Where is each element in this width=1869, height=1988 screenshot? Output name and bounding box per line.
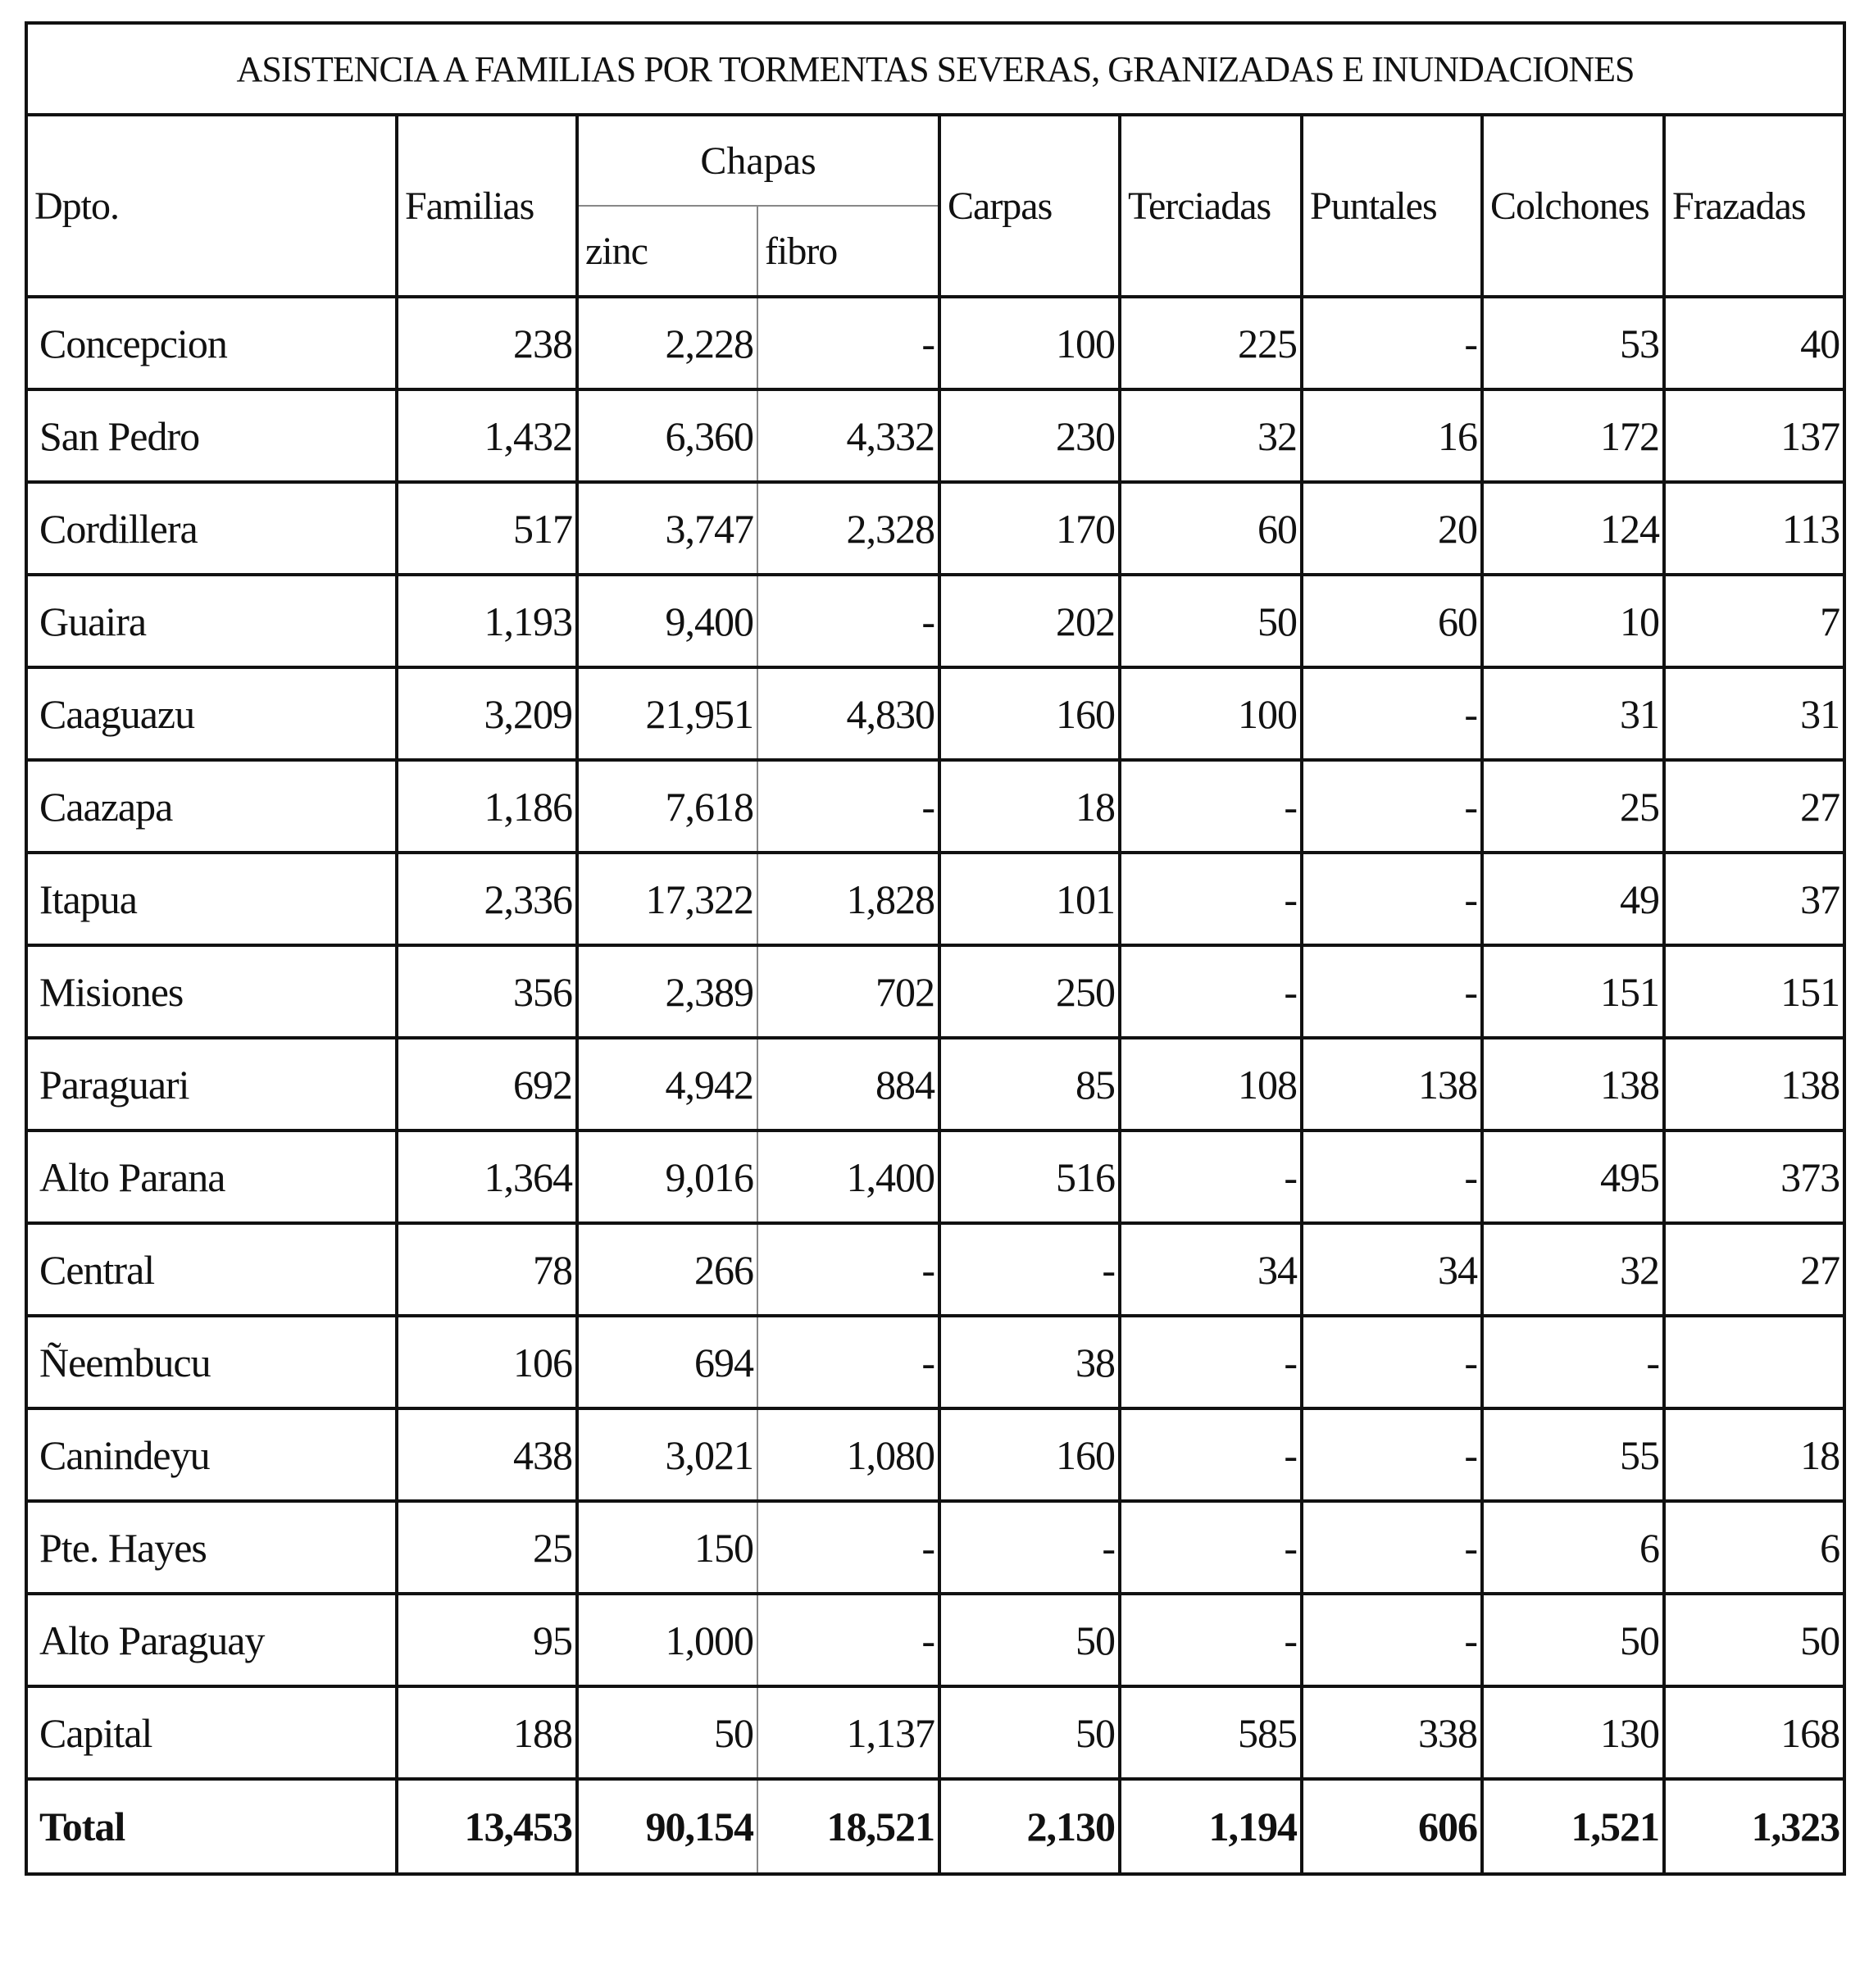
cell-puntales: 20 <box>1302 482 1482 575</box>
cell-carpas: 38 <box>939 1316 1120 1408</box>
cell-terciadas: 34 <box>1120 1223 1302 1316</box>
cell-dpto: Cordillera <box>26 482 397 575</box>
cell-zinc: 2,228 <box>577 297 757 389</box>
cell-fibro: 1,400 <box>757 1130 939 1223</box>
cell-puntales: - <box>1302 1501 1482 1594</box>
cell-terciadas: - <box>1120 1130 1302 1223</box>
cell-colchones: 32 <box>1482 1223 1664 1316</box>
table-row <box>26 297 1844 389</box>
cell-dpto: Guaira <box>26 575 397 667</box>
cell-colchones: 172 <box>1482 389 1664 482</box>
table-row <box>26 1038 1844 1130</box>
cell-familias: 188 <box>397 1686 577 1779</box>
cell-zinc: 50 <box>577 1686 757 1779</box>
cell-zinc: 9,016 <box>577 1130 757 1223</box>
cell-zinc: 4,942 <box>577 1038 757 1130</box>
cell-colchones: 1,521 <box>1482 1779 1664 1874</box>
cell-zinc: 3,747 <box>577 482 757 575</box>
cell-puntales: - <box>1302 1130 1482 1223</box>
header-chapas: Chapas <box>577 115 939 206</box>
cell-terciadas: - <box>1120 1501 1302 1594</box>
cell-frazadas: 31 <box>1664 667 1844 760</box>
cell-fibro: 884 <box>757 1038 939 1130</box>
cell-terciadas: 50 <box>1120 575 1302 667</box>
cell-fibro: 2,328 <box>757 482 939 575</box>
cell-fibro: - <box>757 1316 939 1408</box>
cell-familias: 692 <box>397 1038 577 1130</box>
cell-familias: 1,186 <box>397 760 577 853</box>
cell-dpto: Misiones <box>26 945 397 1038</box>
table-row <box>26 482 1844 575</box>
cell-dpto: Total <box>26 1779 397 1874</box>
cell-frazadas: 1,323 <box>1664 1779 1844 1874</box>
cell-carpas: 250 <box>939 945 1120 1038</box>
cell-puntales: - <box>1302 1594 1482 1686</box>
cell-colchones: 53 <box>1482 297 1664 389</box>
cell-fibro: 1,080 <box>757 1408 939 1501</box>
cell-zinc: 150 <box>577 1501 757 1594</box>
cell-carpas: - <box>939 1223 1120 1316</box>
table-row <box>26 667 1844 760</box>
cell-fibro: 4,332 <box>757 389 939 482</box>
cell-dpto: Itapua <box>26 853 397 945</box>
cell-dpto: Alto Parana <box>26 1130 397 1223</box>
cell-dpto: San Pedro <box>26 389 397 482</box>
cell-puntales: - <box>1302 667 1482 760</box>
cell-terciadas: - <box>1120 1408 1302 1501</box>
cell-puntales: 606 <box>1302 1779 1482 1874</box>
cell-dpto: Caaguazu <box>26 667 397 760</box>
cell-dpto: Alto Paraguay <box>26 1594 397 1686</box>
cell-carpas: 101 <box>939 853 1120 945</box>
table-title: ASISTENCIA A FAMILIAS POR TORMENTAS SEVERAS, GRANIZADAS E INUNDACIONES <box>26 23 1844 115</box>
cell-carpas: 2,130 <box>939 1779 1120 1874</box>
cell-familias: 3,209 <box>397 667 577 760</box>
header-carpas: Carpas <box>939 115 1120 297</box>
table-row <box>26 945 1844 1038</box>
table-row <box>26 1130 1844 1223</box>
cell-fibro: - <box>757 1594 939 1686</box>
cell-puntales: - <box>1302 1316 1482 1408</box>
header-puntales: Puntales <box>1302 115 1482 297</box>
cell-zinc: 694 <box>577 1316 757 1408</box>
cell-fibro: - <box>757 575 939 667</box>
table-row <box>26 575 1844 667</box>
cell-frazadas: 151 <box>1664 945 1844 1038</box>
cell-fibro: 1,828 <box>757 853 939 945</box>
assistance-table <box>25 21 1846 1876</box>
table-row <box>26 1316 1844 1408</box>
cell-carpas: - <box>939 1501 1120 1594</box>
cell-terciadas: 225 <box>1120 297 1302 389</box>
cell-zinc: 17,322 <box>577 853 757 945</box>
table-row <box>26 1408 1844 1501</box>
cell-zinc: 3,021 <box>577 1408 757 1501</box>
cell-frazadas: 37 <box>1664 853 1844 945</box>
cell-familias: 238 <box>397 297 577 389</box>
cell-fibro: 18,521 <box>757 1779 939 1874</box>
cell-carpas: 50 <box>939 1686 1120 1779</box>
cell-zinc: 21,951 <box>577 667 757 760</box>
table-body <box>26 297 1844 1874</box>
cell-carpas: 18 <box>939 760 1120 853</box>
cell-frazadas: 40 <box>1664 297 1844 389</box>
cell-fibro: - <box>757 1501 939 1594</box>
cell-carpas: 202 <box>939 575 1120 667</box>
cell-frazadas <box>1664 1316 1844 1408</box>
cell-familias: 1,432 <box>397 389 577 482</box>
cell-familias: 78 <box>397 1223 577 1316</box>
header-dpto: Dpto. <box>26 115 397 297</box>
cell-dpto: Pte. Hayes <box>26 1501 397 1594</box>
table-row <box>26 1686 1844 1779</box>
cell-colchones: 50 <box>1482 1594 1664 1686</box>
table-row <box>26 853 1844 945</box>
cell-dpto: Central <box>26 1223 397 1316</box>
table-row <box>26 1594 1844 1686</box>
cell-colchones: 151 <box>1482 945 1664 1038</box>
cell-dpto: Ñeembucu <box>26 1316 397 1408</box>
cell-dpto: Canindeyu <box>26 1408 397 1501</box>
table-row <box>26 760 1844 853</box>
cell-fibro: 1,137 <box>757 1686 939 1779</box>
header-frazadas: Frazadas <box>1664 115 1844 297</box>
cell-frazadas: 373 <box>1664 1130 1844 1223</box>
table-row <box>26 389 1844 482</box>
cell-zinc: 6,360 <box>577 389 757 482</box>
cell-frazadas: 113 <box>1664 482 1844 575</box>
cell-carpas: 160 <box>939 1408 1120 1501</box>
cell-frazadas: 7 <box>1664 575 1844 667</box>
cell-colchones: 49 <box>1482 853 1664 945</box>
cell-terciadas: 108 <box>1120 1038 1302 1130</box>
cell-terciadas: - <box>1120 945 1302 1038</box>
cell-puntales: - <box>1302 760 1482 853</box>
cell-puntales: - <box>1302 297 1482 389</box>
cell-terciadas: 1,194 <box>1120 1779 1302 1874</box>
cell-colchones: 10 <box>1482 575 1664 667</box>
cell-dpto: Concepcion <box>26 297 397 389</box>
cell-frazadas: 138 <box>1664 1038 1844 1130</box>
cell-dpto: Paraguari <box>26 1038 397 1130</box>
cell-frazadas: 27 <box>1664 1223 1844 1316</box>
header-zinc: zinc <box>577 206 757 297</box>
cell-puntales: - <box>1302 945 1482 1038</box>
cell-zinc: 9,400 <box>577 575 757 667</box>
cell-puntales: - <box>1302 853 1482 945</box>
total-row <box>26 1779 1844 1874</box>
cell-fibro: 4,830 <box>757 667 939 760</box>
cell-familias: 356 <box>397 945 577 1038</box>
cell-dpto: Capital <box>26 1686 397 1779</box>
cell-puntales: 16 <box>1302 389 1482 482</box>
cell-frazadas: 137 <box>1664 389 1844 482</box>
header-terciadas: Terciadas <box>1120 115 1302 297</box>
cell-colchones: 31 <box>1482 667 1664 760</box>
cell-frazadas: 168 <box>1664 1686 1844 1779</box>
cell-colchones: 130 <box>1482 1686 1664 1779</box>
cell-carpas: 170 <box>939 482 1120 575</box>
cell-zinc: 266 <box>577 1223 757 1316</box>
cell-puntales: - <box>1302 1408 1482 1501</box>
cell-carpas: 516 <box>939 1130 1120 1223</box>
cell-fibro: - <box>757 1223 939 1316</box>
cell-terciadas: 100 <box>1120 667 1302 760</box>
header-familias: Familias <box>397 115 577 297</box>
cell-puntales: 60 <box>1302 575 1482 667</box>
cell-colchones: 25 <box>1482 760 1664 853</box>
cell-terciadas: 585 <box>1120 1686 1302 1779</box>
cell-colchones: 495 <box>1482 1130 1664 1223</box>
cell-colchones: 55 <box>1482 1408 1664 1501</box>
cell-terciadas: - <box>1120 1594 1302 1686</box>
cell-familias: 517 <box>397 482 577 575</box>
cell-familias: 438 <box>397 1408 577 1501</box>
cell-fibro: 702 <box>757 945 939 1038</box>
cell-colchones: - <box>1482 1316 1664 1408</box>
cell-familias: 1,193 <box>397 575 577 667</box>
table-row <box>26 1501 1844 1594</box>
cell-familias: 25 <box>397 1501 577 1594</box>
cell-zinc: 1,000 <box>577 1594 757 1686</box>
cell-frazadas: 18 <box>1664 1408 1844 1501</box>
cell-carpas: 85 <box>939 1038 1120 1130</box>
cell-puntales: 338 <box>1302 1686 1482 1779</box>
cell-zinc: 90,154 <box>577 1779 757 1874</box>
cell-terciadas: - <box>1120 1316 1302 1408</box>
cell-terciadas: - <box>1120 853 1302 945</box>
cell-carpas: 100 <box>939 297 1120 389</box>
cell-colchones: 124 <box>1482 482 1664 575</box>
cell-colchones: 6 <box>1482 1501 1664 1594</box>
cell-puntales: 34 <box>1302 1223 1482 1316</box>
cell-fibro: - <box>757 760 939 853</box>
header-fibro: fibro <box>757 206 939 297</box>
cell-fibro: - <box>757 297 939 389</box>
cell-zinc: 2,389 <box>577 945 757 1038</box>
cell-colchones: 138 <box>1482 1038 1664 1130</box>
cell-carpas: 230 <box>939 389 1120 482</box>
cell-frazadas: 50 <box>1664 1594 1844 1686</box>
cell-familias: 95 <box>397 1594 577 1686</box>
cell-dpto: Caazapa <box>26 760 397 853</box>
cell-terciadas: 60 <box>1120 482 1302 575</box>
cell-carpas: 160 <box>939 667 1120 760</box>
report-sheet <box>25 21 1843 1876</box>
cell-frazadas: 27 <box>1664 760 1844 853</box>
cell-familias: 13,453 <box>397 1779 577 1874</box>
table-row <box>26 1223 1844 1316</box>
cell-puntales: 138 <box>1302 1038 1482 1130</box>
cell-carpas: 50 <box>939 1594 1120 1686</box>
cell-familias: 2,336 <box>397 853 577 945</box>
cell-terciadas: 32 <box>1120 389 1302 482</box>
header-colchones: Colchones <box>1482 115 1664 297</box>
cell-familias: 106 <box>397 1316 577 1408</box>
cell-frazadas: 6 <box>1664 1501 1844 1594</box>
cell-familias: 1,364 <box>397 1130 577 1223</box>
cell-zinc: 7,618 <box>577 760 757 853</box>
cell-terciadas: - <box>1120 760 1302 853</box>
